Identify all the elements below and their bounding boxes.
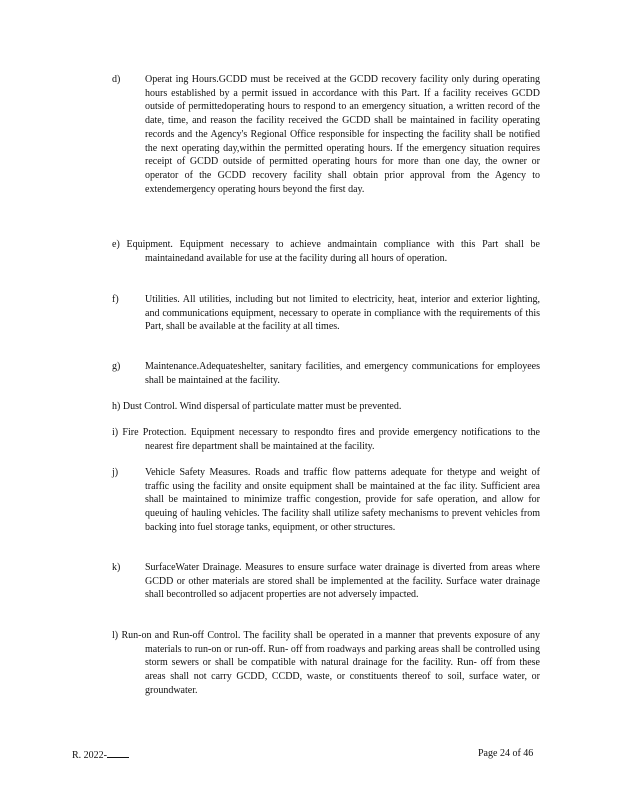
section-e-text (112, 238, 540, 265)
section-e-body: Equipment. Equipment necessary to achieve andmaintain compliance with this Part shall be maintainedand available for use at the facility during all hours of operation. (126, 239, 540, 264)
section-h (112, 400, 540, 414)
footer-page-number: Page 24 of 46 (478, 748, 534, 759)
section-l-marker: l) (112, 630, 119, 641)
section-i-text (112, 426, 540, 453)
section-k (112, 561, 540, 602)
section-h-text (112, 400, 540, 414)
section-k-text: SurfaceWater Drainage. Measures to ensure surface water drainage is diverted from areas where GCDD or other materials are stored shall be implemented at the facility. Surface water drainage shall becontrolled so adjacent properties are not adversely impacted. (145, 562, 540, 601)
section-i-body: Fire Protection. Equipment necessary to respondto fires and provide emergency notifications to the nearest fire department shall be maintained at the facility. (122, 427, 540, 452)
section-i-marker: i) (112, 427, 119, 438)
footer-rule-number (72, 748, 129, 761)
section-l-body: Run-on and Run-off Control. The facility shall be operated in a manner that prevents exposure of any materials to run-on or run-off. Run- off from roadways and parking areas shall be controlled using storm sewers or shall be compatible with natural drainage for the facility. Run- off from these areas shall not carry GCDD, CCDD, waste, or constituents thereof to soil, surface water, or groundwater. (121, 630, 540, 696)
section-j-marker: j) (112, 467, 119, 478)
section-h-body: Dust Control. Wind dispersal of particulate matter must be prevented. (122, 401, 402, 412)
section-f (112, 293, 540, 334)
section-d-text: Operat ing Hours.GCDD must be received at the GCDD recovery facility only during operating hours established by a permit issued in accordance with this Part. If a facility receives GCDD outside of permittedoperating hours to respond to an emergency situation, a written record of the date, time, and reason the facility received the GCDD shall be maintained in facility operating records and the Agency's Regional Office responsible for inspecting the facility shall be notified the next operating day,within the permitted operating hours. If the emergency situation requires receipt of GCDD outside of permitted operating hours for more than one day, the owner or operator of the GCDD recovery facility shall obtain prior approval from the Agency to extendemergency operating hours beyond the first day. (145, 74, 540, 195)
section-l (112, 629, 540, 698)
footer-blank-line (107, 748, 129, 758)
footer-rule-label: R. 2022- (72, 750, 107, 761)
section-e-marker: e) (112, 239, 120, 250)
section-d-marker: d) (112, 74, 121, 85)
section-i (112, 426, 540, 453)
section-k-marker: k) (112, 562, 121, 573)
section-g-marker: g) (112, 361, 121, 372)
section-j-text: Vehicle Safety Measures. Roads and traffic flow patterns adequate for thetype and weight of traffic using the facility and onsite equipment shall be maintained at the fac ility. Sufficient area shall be maintained to minimize traffic congestion, provide for safe operation, and allow for queuing of hauling vehicles. The facility shall utilize safety mechanisms to prevent vehicles from backing into fuel storage tanks, equipment, or other structures. (145, 467, 540, 533)
section-d (112, 73, 540, 196)
section-j (112, 466, 540, 535)
section-f-marker: f) (112, 294, 119, 305)
section-g (112, 360, 540, 387)
section-g-text: Maintenance.Adequateshelter, sanitary facilities, and emergency communications for employees shall be maintained at the facility. (145, 361, 540, 386)
section-e (112, 238, 540, 265)
section-l-text (112, 629, 540, 698)
section-f-text: Utilities. All utilities, including but not limited to electricity, heat, interior and exterior lighting, and communications equipment, necessary to operate in compliance with the requirements of this Part, shall be available at the facility at all times. (145, 294, 540, 333)
section-h-marker: h) (112, 401, 121, 412)
